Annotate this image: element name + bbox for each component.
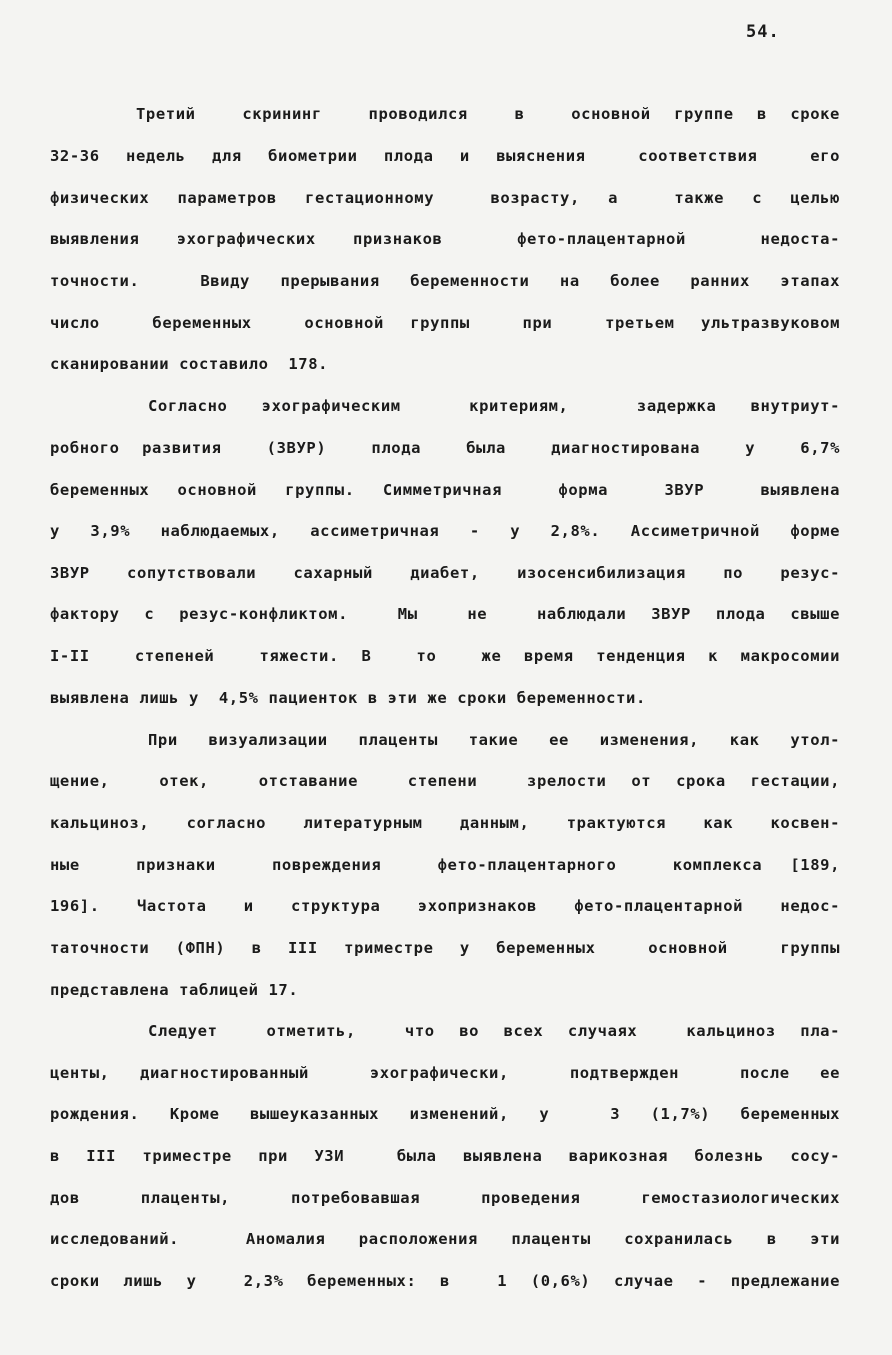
text-line: у 3,9% наблюдаемых, ассиметричная - у 2,8%. Ассиметричной форме (50, 522, 840, 540)
text-line: I-II степеней тяжести. В то же время тенденция к макросомии (50, 647, 840, 665)
page-number: 54. (746, 22, 780, 42)
text-line: в III триместре при УЗИ была выявлена варикозная болезнь сосу- (50, 1147, 840, 1165)
text-line: сроки лишь у 2,3% беременных: в 1 (0,6%) случае - предлежание (50, 1272, 840, 1290)
text-line: сканировании составило 178. (50, 355, 329, 373)
text-line: щение, отек, отставание степени зрелости от срока гестации, (50, 772, 840, 790)
text-line: 196]. Частота и структура эхопризнаков фето-плацентарной недос- (50, 897, 840, 915)
text-line: физических параметров гестационному возрасту, а также с целью (50, 189, 840, 207)
text-line: ЗВУР сопутствовали сахарный диабет, изосенсибилизация по резус- (50, 564, 840, 582)
text-line: фактору с резус-конфликтом. Мы не наблюдали ЗВУР плода свыше (50, 605, 840, 623)
text-line: выявлена лишь у 4,5% пациенток в эти же сроки беременности. (50, 689, 646, 707)
text-line: Следует отметить, что во всех случаях кальциноз пла- (148, 1022, 840, 1040)
text-line: точности. Ввиду прерывания беременности на более ранних этапах (50, 272, 840, 290)
text-line: число беременных основной группы при третьем ультразвуковом (50, 314, 840, 332)
text-line: беременных основной группы. Симметричная форма ЗВУР выявлена (50, 481, 840, 499)
text-line: представлена таблицей 17. (50, 981, 299, 999)
text-line: кальциноз, согласно литературным данным, трактуются как косвен- (50, 814, 840, 832)
text-line: ные признаки повреждения фето-плацентарного комплекса [189, (50, 856, 840, 874)
text-line: центы, диагностированный эхографически, подтвержден после ее (50, 1064, 840, 1082)
text-line: выявления эхографических признаков фето-плацентарной недоста- (50, 230, 840, 248)
text-line: При визуализации плаценты такие ее изменения, как утол- (148, 731, 840, 749)
text-line: рождения. Кроме вышеуказанных изменений, у 3 (1,7%) беременных (50, 1105, 840, 1123)
text-line: Третий скрининг проводился в основной группе в сроке (136, 105, 840, 123)
text-line: 32-36 недель для биометрии плода и выяснения соответствия его (50, 147, 840, 165)
text-line: дов плаценты, потребовавшая проведения гемостазиологических (50, 1189, 840, 1207)
text-line: робного развития (ЗВУР) плода была диагностирована у 6,7% (50, 439, 840, 457)
text-line: таточности (ФПН) в III триместре у беременных основной группы (50, 939, 840, 957)
text-line: Согласно эхографическим критериям, задержка внутриут- (148, 397, 840, 415)
text-line: исследований. Аномалия расположения плаценты сохранилась в эти (50, 1230, 840, 1248)
